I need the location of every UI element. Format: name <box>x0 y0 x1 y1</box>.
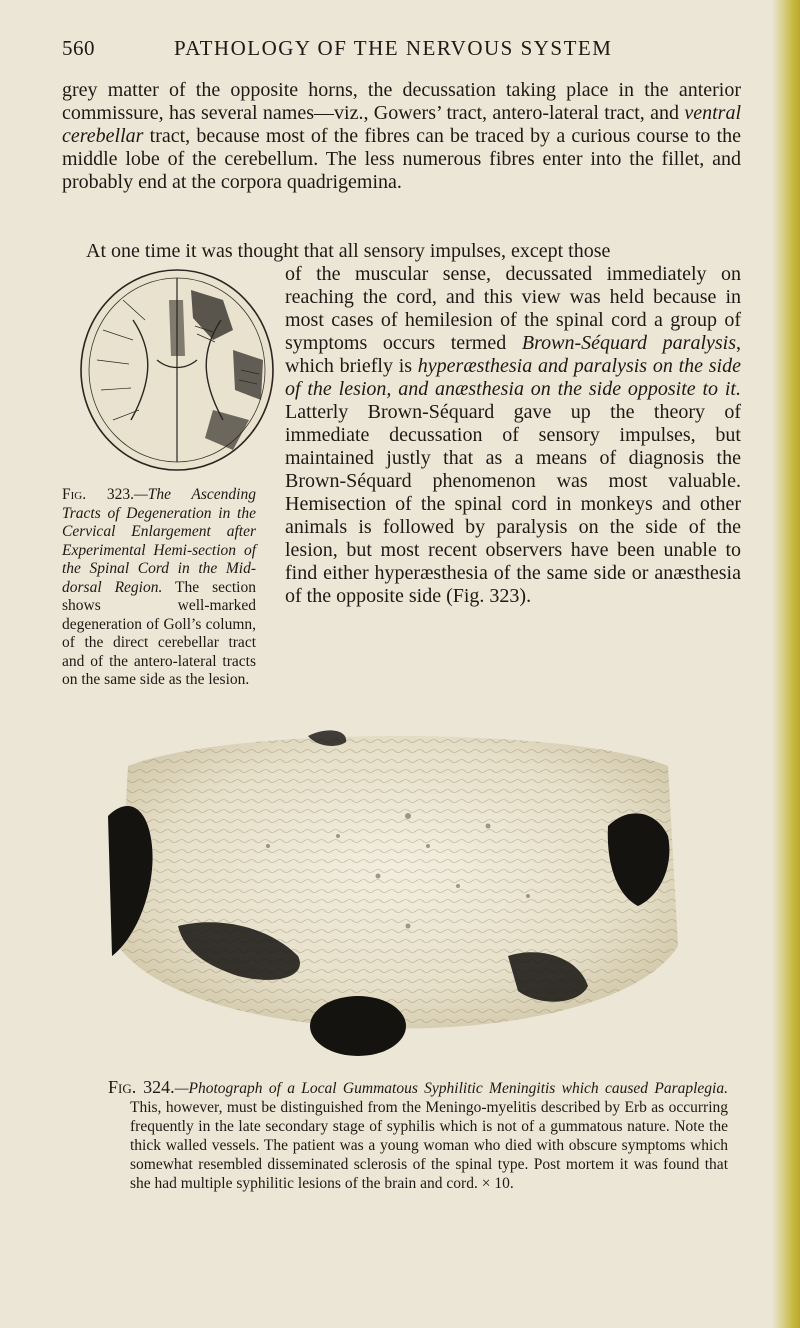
paragraph-2-first-line: At one time it was thought that all sensory impulses, except those <box>86 240 611 262</box>
figure-323-caption <box>62 486 256 690</box>
figure-324-description: This, however, must be distinguished from the Meningo-myelitis described by Erb as occurring frequently in the late secondary stage of syphilis which is not of a gummatous nature. Note the thick walled vessels. The patient was a young woman who died with obscure symptoms which somewhat resembled disseminated sclerosis of the spinal type. Post mortem it was found that she had multiple syphilitic lesions of the brain and cord. <box>130 1099 728 1192</box>
running-head: PATHOLOGY OF THE NERVOUS SYSTEM <box>174 36 613 60</box>
brown-sequard-term: Brown-Séquard paralysis <box>521 332 737 354</box>
figure-323-label: Fig. 323. <box>62 486 134 503</box>
figure-324-title: —Photograph of a Local Gummatous Syphilitic Meningitis which caused Paraplegia. <box>174 1080 728 1097</box>
paragraph-2-text-c: Latterly Brown-Séquard gave up the theory of immediate decussation of sensory impulses, but maintained justly that as a means of diagnosis the Brown-Séquard phenomenon was most valuable. Hemisection of the spinal cord in monkeys and other animals is followed by paralysis on the side of the lesion, but most recent observers have been unable to find either hyperæsthesia of the same side or anæsthesia of the opposite side (Fig. 323). <box>285 401 741 607</box>
paragraph-2-text-a: of the muscular sense, decussated immediately on reaching the cord, and this view was held because in most cases of hemilesion of the spinal cord a group of symptoms occurs termed <box>285 263 741 354</box>
meningitis-photograph <box>108 726 688 1070</box>
paragraph-1 <box>62 79 741 194</box>
figure-324-caption <box>108 1078 728 1193</box>
figure-323-description: The section shows well-marked degeneration of Goll’s column, of the direct cerebellar tract and of the antero-lateral tracts on the same side as the lesion. <box>62 578 256 688</box>
paragraph-1-text: grey matter of the opposite horns, the decussation taking place in the anterior commissure, has several names—viz., Gowers’ tract, antero-lateral tract, and ventral cerebellar tract, because most of the fibres can be traced by a curious course to the middle lobe of the cerebellum. The less numerous fibres enter into the fillet, and probably end at the corpora quadrigemina. <box>62 79 741 193</box>
page-edge <box>772 0 800 1328</box>
page-number: 560 <box>62 36 95 60</box>
figure-324-label: Fig. 324. <box>108 1077 175 1097</box>
paragraph-2-text-b: , which briefly is <box>285 332 742 377</box>
hyperaesthesia-phrase: hyperæsthesia and paralysis on the side of the lesion, and anæsthesia on the side opposite to it. <box>285 355 741 400</box>
page-header <box>62 36 742 66</box>
figure-324-caption-body <box>108 1078 728 1193</box>
figure-324-magnification: × 10. <box>481 1175 514 1192</box>
ventral-cerebellar-term: ventral cerebellar <box>62 102 741 147</box>
figure-323-title: —The Ascending Tracts of Degeneration in the Cervical Enlargement after Experimental Hemi-section of the Spinal Cord in the Mid-dorsal Region. <box>62 486 256 596</box>
paragraph-2-wrap <box>285 263 741 608</box>
spinal-cord-section-figure <box>73 260 281 484</box>
